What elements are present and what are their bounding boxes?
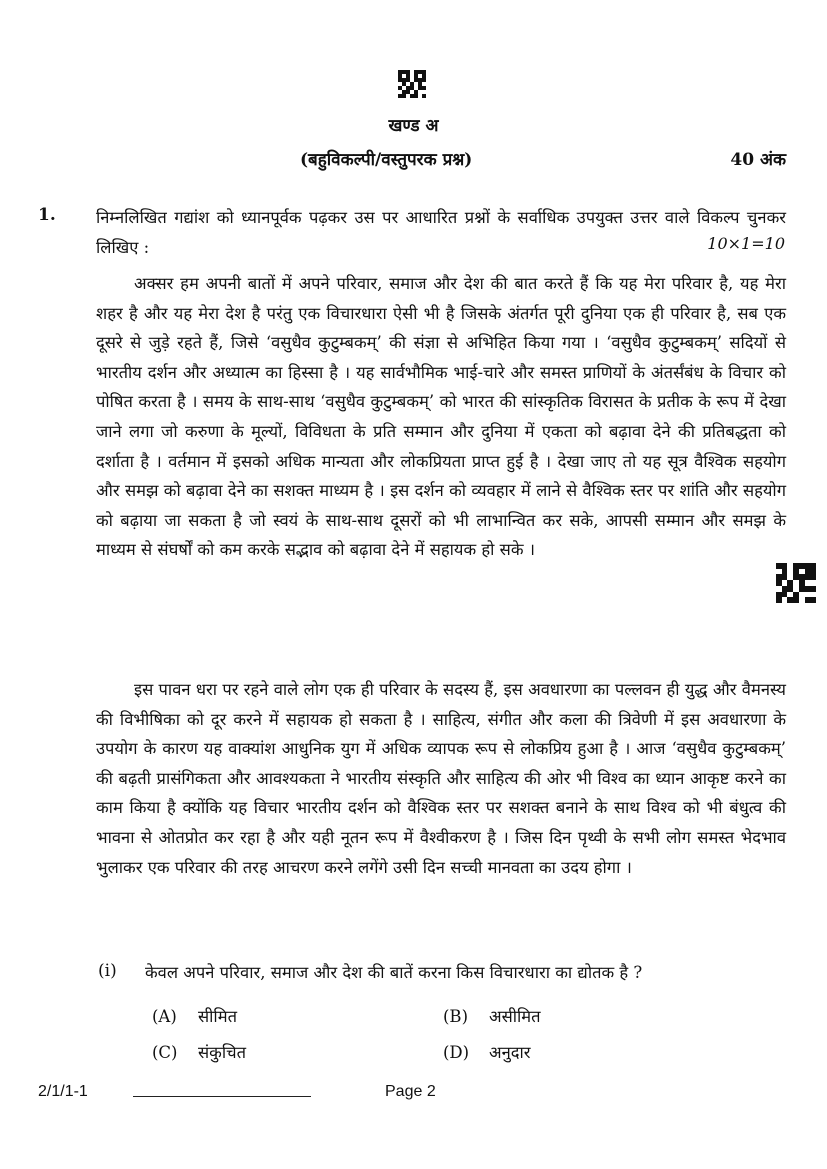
- subquestion-number: (i): [98, 961, 117, 981]
- subquestion-text: केवल अपने परिवार, समाज और देश की बातें करना किस विचारधारा का द्योतक है ?: [145, 963, 643, 982]
- passage-paragraph-2: इस पावन धरा पर रहने वाले लोग एक ही परिवार के सदस्य हैं, इस अवधारणा का पल्लवन ही युद्ध और वैमनस्य की विभीषिका को दूर करने में सहायक हो सकता है । साहित्य, संगीत और कला की त्रिवेणी में इस अवधारणा के उपयोग के कारण यह वाक्यांश आधुनिक युग में अधिक व्यापक रूप से लोकप्रिय हुआ है । आज ‘वसुधैव कुटुम्बकम्’ की बढ़ती प्रासंगिकता और आवश्यकता ने भारतीय संस्कृति और साहित्य की ओर भी विश्व का ध्यान आकृष्ट करने का काम किया है क्योंकि यह विचार भारतीय दर्शन को वैश्विक स्तर पर सशक्त बनाने के साथ विश्व को भी बंधुत्व की भावना से ओतप्रोत कर रहा है और यही नूतन रूप में वैश्वीकरण है । जिस दिन पृथ्वी के सभी लोग समस्त भेदभाव भुलाकर एक परिवार की तरह आचरण करने लगेंगे उसी दिन सच्ची मानवता का उदय होगा ।: [96, 680, 786, 877]
- section-marks: 40 अंक: [730, 150, 786, 170]
- option-label: (B): [443, 1007, 468, 1026]
- paper-code: 2/1/1-1: [38, 1083, 88, 1100]
- option-d: [443, 1040, 531, 1063]
- footer-divider: [133, 1096, 311, 1097]
- option-text: सीमित: [198, 1007, 237, 1026]
- qr-module: [422, 94, 426, 98]
- option-label: (C): [152, 1043, 178, 1062]
- question-marks: 10×1=10: [707, 234, 785, 253]
- question-number: 1.: [38, 205, 56, 225]
- qr-module: [810, 597, 816, 603]
- option-text: संकुचित: [198, 1043, 246, 1062]
- option-text: अनुदार: [489, 1043, 531, 1062]
- option-a: [152, 1004, 237, 1027]
- section-subtitle: (बहुविकल्पी/वस्तुपरक प्रश्न): [300, 150, 473, 170]
- option-label: (D): [443, 1043, 470, 1062]
- passage-paragraph-1: अक्सर हम अपनी बातों में अपने परिवार, समाज और देश की बात करते हैं कि यह मेरा परिवार है, यह मेरा शहर है और यह मेरा देश है परंतु एक विचारधारा ऐसी भी है जिसके अंतर्गत पूरी दुनिया एक ही परिवार है, सब एक दूसरे से जुड़े रहते हैं, जिसे ‘वसुधैव कुटुम्बकम्’ की संज्ञा से अभिहित किया गया । ‘वसुधैव कुटुम्बकम्’ सदियों से भारतीय दर्शन और अध्यात्म का हिस्सा है । यह सार्वभौमिक भाई-चारे और समस्त प्राणियों के अंतर्संबंध के विचार को पोषित करता है । समय के साथ-साथ ‘वसुधैव कुटुम्बकम्’ को भारत की सांस्कृतिक विरासत के प्रतीक के रूप में देखा जाने लगा जो करुणा के मूल्यों, विविधता के प्रति सम्मान और दुनिया में एकता को बढ़ावा देने की प्रतिबद्धता को दर्शाता है । वर्तमान में इसको अधिक मान्यता और लोकप्रियता प्राप्त हुई है । देखा जाए तो यह सूत्र वैश्विक सहयोग और समझ को बढ़ावा देने का सशक्त माध्यम है । इस दर्शन को व्यवहार में लाने से वैश्विक स्तर पर शांति और सहयोग को बढ़ाया जा सकता है जो स्वयं के साथ-साथ दूसरों को भी लाभान्वित कर सके, आपसी सम्मान और समझ के माध्यम से संघर्षों को कम करके सद्भाव को बढ़ावा देने में सहायक हो सके ।: [96, 274, 786, 560]
- section-title: खण्ड अ: [388, 116, 439, 136]
- option-c: [152, 1040, 246, 1063]
- qr-code-side: [776, 563, 816, 603]
- option-label: (A): [152, 1007, 177, 1026]
- page-number: Page 2: [385, 1083, 436, 1100]
- qr-code-top: [398, 70, 426, 98]
- option-text: असीमित: [489, 1007, 541, 1026]
- question-instruction: निम्नलिखित गद्यांश को ध्यानपूर्वक पढ़कर उस पर आधारित प्रश्नों के सर्वाधिक उपयुक्त उत्तर वाले विकल्प चुनकर लिखिए :: [96, 208, 786, 257]
- option-b: [443, 1004, 541, 1027]
